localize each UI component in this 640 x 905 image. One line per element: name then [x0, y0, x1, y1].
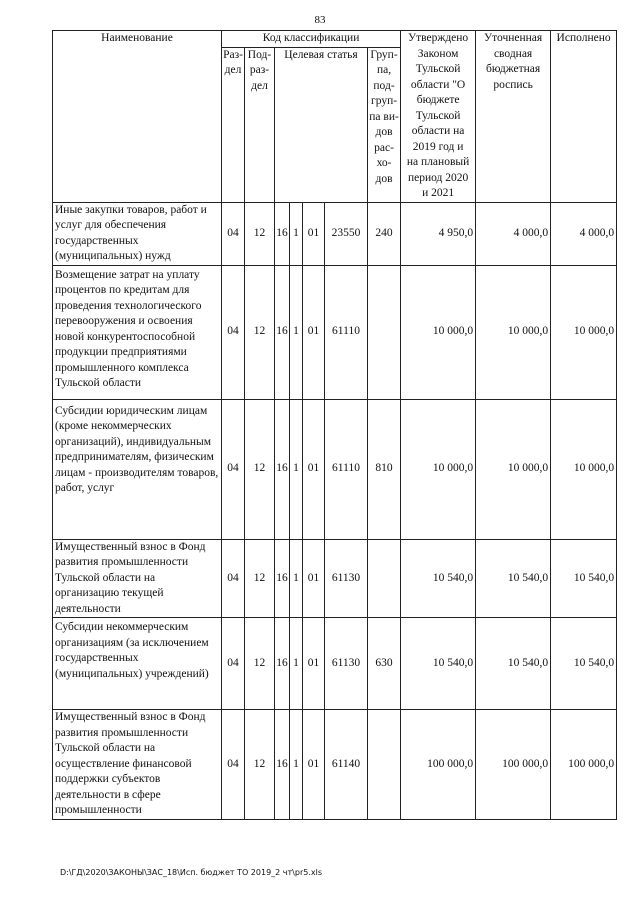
table-row [53, 618, 617, 710]
row-expense-group [368, 265, 401, 399]
row-expense-group [368, 710, 401, 820]
row-executed: 10 000,0 [551, 265, 617, 399]
row-approved: 4 950,0 [401, 202, 476, 265]
row-target-part2: 1 [290, 618, 303, 710]
budget-table [52, 30, 617, 820]
row-section: 04 [222, 539, 245, 618]
row-executed: 4 000,0 [551, 202, 617, 265]
header-expense-group: Груп- па, под- груп- па ви- дов рас- хо- дов [368, 47, 401, 202]
row-expense-group: 240 [368, 202, 401, 265]
row-name: Имущественный взнос в Фонд развития промышленности Тульской области на организацию текущей деятельности [53, 539, 222, 618]
row-target-part4: 61110 [325, 265, 368, 399]
header-approved: Утверждено Законом Тульской области "О бюджете Тульской области на 2019 год и на плановый период 2020 и 2021 [401, 31, 476, 203]
row-section: 04 [222, 202, 245, 265]
header-subsection: Под- раз- дел [245, 47, 275, 202]
table-row [53, 399, 617, 539]
table-row [53, 710, 617, 820]
row-target-part2: 1 [290, 710, 303, 820]
row-subsection: 12 [245, 618, 275, 710]
row-target-part2: 1 [290, 539, 303, 618]
header-executed: Исполнено [551, 31, 617, 203]
row-subsection: 12 [245, 710, 275, 820]
row-target-part1: 16 [275, 202, 290, 265]
row-target-part1: 16 [275, 618, 290, 710]
row-approved: 10 000,0 [401, 265, 476, 399]
row-target-part3: 01 [303, 399, 325, 539]
row-executed: 10 540,0 [551, 539, 617, 618]
table-row [53, 539, 617, 618]
row-target-part1: 16 [275, 539, 290, 618]
row-name: Возмещение затрат на уплату процентов по кредитам для проведения технологического перевооружения и освоения новой конкурентоспособной продукции предприятиями промышленного комплекса Тульской области [53, 265, 222, 399]
row-target-part1: 16 [275, 399, 290, 539]
row-target-part4: 61130 [325, 539, 368, 618]
row-section: 04 [222, 399, 245, 539]
row-target-part3: 01 [303, 202, 325, 265]
row-target-part4: 23550 [325, 202, 368, 265]
row-refined: 10 000,0 [476, 399, 551, 539]
row-approved: 100 000,0 [401, 710, 476, 820]
row-expense-group: 630 [368, 618, 401, 710]
row-executed: 10 000,0 [551, 399, 617, 539]
table-row [53, 265, 617, 399]
row-approved: 10 540,0 [401, 618, 476, 710]
header-section: Раз- дел [222, 47, 245, 202]
row-target-part3: 01 [303, 710, 325, 820]
row-name: Иные закупки товаров, работ и услуг для обеспечения государственных (муниципальных) нужд [53, 202, 222, 265]
row-target-part3: 01 [303, 265, 325, 399]
row-expense-group [368, 539, 401, 618]
row-target-part2: 1 [290, 399, 303, 539]
row-target-part2: 1 [290, 265, 303, 399]
row-expense-group: 810 [368, 399, 401, 539]
row-executed: 10 540,0 [551, 618, 617, 710]
row-target-part1: 16 [275, 265, 290, 399]
row-target-part3: 01 [303, 539, 325, 618]
header-name: Наименование [53, 31, 222, 203]
row-target-part2: 1 [290, 202, 303, 265]
page-number: 83 [314, 14, 326, 26]
row-refined: 10 000,0 [476, 265, 551, 399]
row-target-part1: 16 [275, 710, 290, 820]
header-classification-code: Код классификации [222, 31, 401, 48]
row-target-part4: 61110 [325, 399, 368, 539]
row-target-part4: 61140 [325, 710, 368, 820]
row-name: Имущественный взнос в Фонд развития промышленности Тульской области на осуществление финансовой поддержки субъектов деятельности в сфере промышленности [53, 710, 222, 820]
row-executed: 100 000,0 [551, 710, 617, 820]
row-section: 04 [222, 710, 245, 820]
row-name: Субсидии юридическим лицам (кроме некоммерческих организаций), индивидуальным предпринимателям, физическим лицам - производителям товаров, работ, услуг [53, 399, 222, 539]
row-section: 04 [222, 265, 245, 399]
row-section: 04 [222, 618, 245, 710]
row-target-part4: 61130 [325, 618, 368, 710]
row-refined: 10 540,0 [476, 618, 551, 710]
row-approved: 10 540,0 [401, 539, 476, 618]
row-refined: 100 000,0 [476, 710, 551, 820]
footer-file-path: D:\ГД\2020\ЗАКОНЫ\ЗАС_18\Исп. бюджет ТО 2019_2 чт\pr5.xls [60, 868, 322, 877]
row-approved: 10 000,0 [401, 399, 476, 539]
row-subsection: 12 [245, 399, 275, 539]
header-refined: Уточненная сводная бюджетная роспись [476, 31, 551, 203]
row-subsection: 12 [245, 202, 275, 265]
row-refined: 10 540,0 [476, 539, 551, 618]
row-name: Субсидии некоммерческим организациям (за исключением государственных (муниципальных) учреждений) [53, 618, 222, 710]
row-target-part3: 01 [303, 618, 325, 710]
table-row [53, 202, 617, 265]
row-subsection: 12 [245, 539, 275, 618]
row-refined: 4 000,0 [476, 202, 551, 265]
header-target-article: Целевая статья [275, 47, 368, 202]
row-subsection: 12 [245, 265, 275, 399]
